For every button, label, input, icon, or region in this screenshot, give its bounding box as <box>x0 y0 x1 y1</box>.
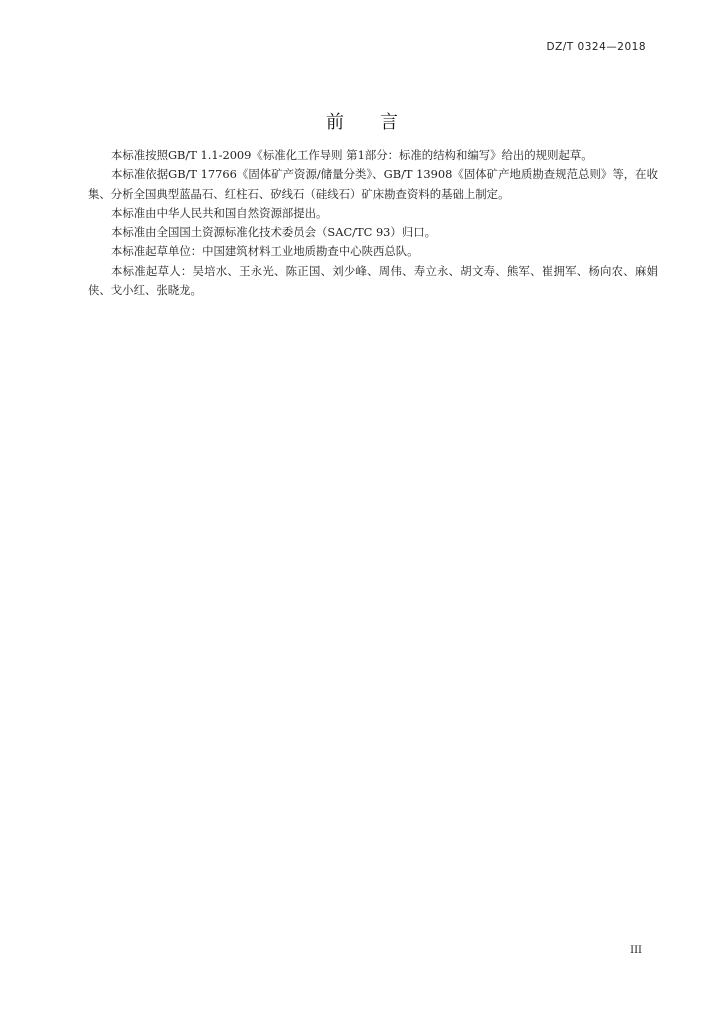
standard-code: DZ/T 0324—2018 <box>546 41 646 53</box>
paragraph-centralized-unit: 本标准由全国国土资源标准化技术委员会（SAC/TC 93）归口。 <box>111 225 436 240</box>
paragraph-drafting-unit: 本标准起草单位：中国建筑材料工业地质勘查中心陕西总队。 <box>111 244 419 259</box>
paragraph-proposer: 本标准由中华人民共和国自然资源部提出。 <box>111 205 328 220</box>
paragraph-drafters: 本标准起草人：吴培水、王永光、陈正国、刘少峰、周伟、寿立永、胡文寿、熊军、崔拥军、杨向农、麻娟侠、戈小红、张晓龙。 <box>88 263 658 298</box>
paragraph-drafting-rules: 本标准按照GB/T 1.1-2009《标准化工作导则 第1部分：标准的结构和编写》给出的规则起草。 <box>111 148 593 162</box>
foreword-body <box>88 146 658 300</box>
title-char-1: 前 <box>326 112 344 133</box>
page-number: III <box>630 945 642 956</box>
paragraph-basis: 本标准依据GB/T 17766《固体矿产资源/储量分类》、GB/T 13908《固体矿产地质勘查规范总则》等，在收集、分析全国典型蓝晶石、红柱石、矽线石（硅线石）矿床勘查资料的基础上制定。 <box>88 167 658 201</box>
title-char-2: 言 <box>380 112 398 133</box>
page-title <box>0 108 724 134</box>
